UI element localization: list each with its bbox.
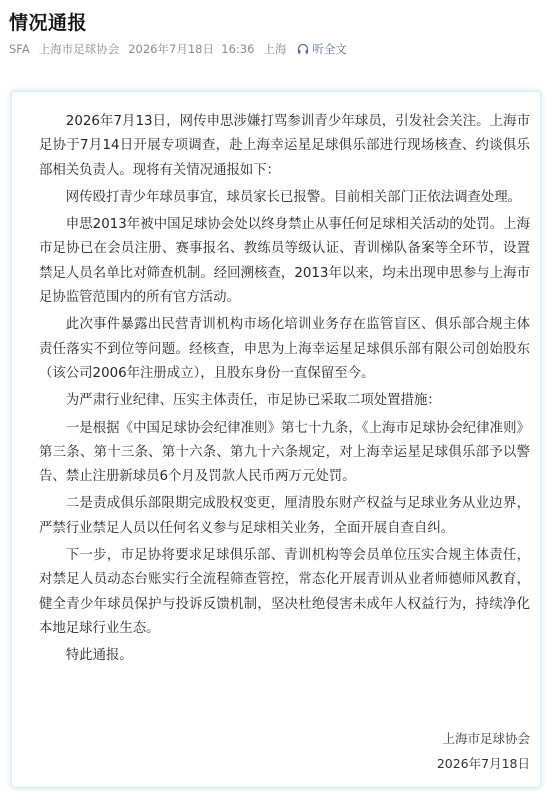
publish-datetime: 2026年7月18日 16:36 [128, 42, 255, 56]
notice-body [39, 110, 530, 672]
publisher-name[interactable]: 上海市足球协会 [38, 42, 120, 56]
paragraph: 申思2013年被中国足球协会处以终身禁止从事任何足球相关活动的处罚。上海市足协已在会员注册、赛事报名、教练员等级认证、青训梯队备案等全环节，设置禁足人员名单比对筛查机制。经回溯核查，2013年以来，均未出现申思参与上海市足协监管范围内的所有官方活动。 [39, 217, 530, 306]
source-abbr: SFA [9, 42, 30, 56]
paragraph: 二是责成俱乐部限期完成股权变更，厘清股东财产权益与足球业务从业边界，严禁行业禁足人员以任何名义参与足球相关业务，全面开展自查自纠。 [39, 496, 530, 536]
paragraph: 特此通报。 [65, 648, 133, 664]
paragraph: 为严肃行业纪律、压实主体责任，市足协已采取二项处置措施： [65, 393, 441, 409]
article-meta [9, 41, 365, 57]
publish-location: 上海 [263, 42, 287, 56]
paragraph: 2026年7月13日，网传申思涉嫌打骂参训青少年球员，引发社会关注。上海市足协于7月14日开展专项调查，赴上海幸运星足球俱乐部进行现场核查、约谈俱乐部相关负责人。现将有关情况通报如下： [39, 114, 530, 178]
signature-block [437, 726, 530, 776]
signature-date: 2026年7月18日 [436, 756, 530, 771]
listen-full-text-button[interactable] [297, 41, 356, 57]
paragraph: 此次事件暴露出民营青训机构市场化培训业务存在监管盲区、俱乐部合规主体责任落实不到位等问题。经核查，申思为上海幸运星足球俱乐部有限公司创始股东（该公司2006年注册成立），且股东身份一直保留至今。 [39, 317, 530, 381]
listen-label: 听全文 [312, 42, 347, 56]
paragraph: 网传殴打青少年球员事宜，球员家长已报警。目前相关部门正依法调查处理。 [65, 189, 522, 205]
headphones-icon [297, 43, 309, 55]
paragraph: 一是根据《中国足球协会纪律准则》第七十九条，《上海市足球协会纪律准则》第三条、第十三条、第十六条、第九十六条规定，对上海幸运星足球俱乐部予以警告、禁止注册新球员6个月及罚款人民币两万元处罚。 [39, 420, 530, 485]
article-title: 情况通报 [9, 12, 88, 34]
signature-org: 上海市足球协会 [442, 731, 530, 746]
paragraph: 下一步，市足协将要求足球俱乐部、青训机构等会员单位压实合规主体责任，对禁足人员动态台账实行全流程筛查管控，常态化开展青训从业者师德师风教育，健全青少年球员保护与投诉反馈机制，坚决杜绝侵害未成年人权益行为，持续净化本地足球行业生态。 [39, 548, 530, 636]
